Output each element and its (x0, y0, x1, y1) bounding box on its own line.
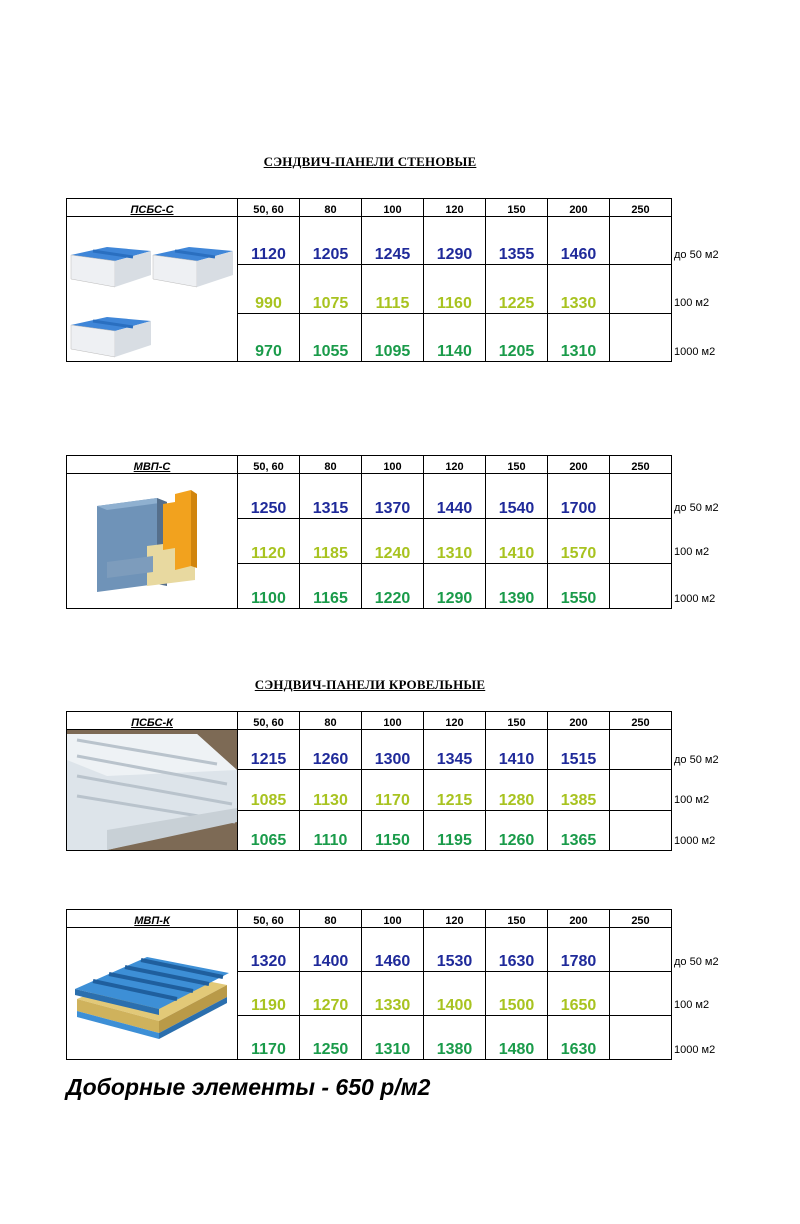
thickness-header: 50, 60 (238, 199, 300, 217)
thickness-header: 200 (548, 199, 610, 217)
price-cell: 1085 (238, 770, 300, 810)
price-cell: 1780 (548, 928, 610, 972)
price-cell (610, 730, 672, 770)
price-cell (610, 217, 672, 265)
price-cell: 1330 (362, 972, 424, 1016)
price-cell: 990 (238, 265, 300, 313)
quantity-label: до 50 м2 (674, 754, 719, 766)
price-table-psbs-k (66, 711, 672, 851)
price-cell: 1120 (238, 519, 300, 564)
thickness-header: 250 (610, 199, 672, 217)
panel-name: ПСБС-С (67, 199, 238, 217)
thickness-header: 100 (362, 199, 424, 217)
price-cell: 1195 (424, 810, 486, 850)
price-cell: 1095 (362, 313, 424, 361)
price-cell: 1220 (362, 564, 424, 609)
quantity-label: до 50 м2 (674, 956, 719, 968)
thickness-header: 250 (610, 712, 672, 730)
thickness-header: 150 (486, 910, 548, 928)
thickness-header: 150 (486, 712, 548, 730)
price-cell: 1480 (486, 1016, 548, 1060)
quantity-label: 100 м2 (674, 999, 710, 1011)
quantity-label: 100 м2 (674, 297, 710, 309)
price-cell: 1055 (300, 313, 362, 361)
price-cell: 1570 (548, 519, 610, 564)
thickness-header: 100 (362, 910, 424, 928)
price-cell: 1165 (300, 564, 362, 609)
price-cell (610, 564, 672, 609)
price-cell: 1540 (486, 474, 548, 519)
price-cell: 1515 (548, 730, 610, 770)
thickness-header: 120 (424, 456, 486, 474)
thickness-header: 100 (362, 456, 424, 474)
price-cell: 1250 (300, 1016, 362, 1060)
price-cell (610, 265, 672, 313)
price-cell: 1310 (424, 519, 486, 564)
roof-panel-mineral-wool-image (67, 928, 238, 1060)
price-cell (610, 313, 672, 361)
price-cell: 1185 (300, 519, 362, 564)
price-cell: 1410 (486, 519, 548, 564)
price-cell: 1065 (238, 810, 300, 850)
price-table-mvp-k (66, 909, 672, 1060)
price-cell: 1310 (362, 1016, 424, 1060)
panel-name: ПСБС-К (67, 712, 238, 730)
price-cell: 1390 (486, 564, 548, 609)
price-cell: 1205 (300, 217, 362, 265)
panel-name: МВП-С (67, 456, 238, 474)
price-cell: 1460 (362, 928, 424, 972)
thickness-header: 120 (424, 199, 486, 217)
price-cell (610, 928, 672, 972)
price-cell: 1150 (362, 810, 424, 850)
price-cell: 1215 (238, 730, 300, 770)
thickness-header: 200 (548, 456, 610, 474)
thickness-header: 50, 60 (238, 910, 300, 928)
price-cell: 1370 (362, 474, 424, 519)
price-cell: 1205 (486, 313, 548, 361)
price-cell: 1215 (424, 770, 486, 810)
price-cell: 1630 (486, 928, 548, 972)
price-cell: 1400 (300, 928, 362, 972)
price-cell: 1120 (238, 217, 300, 265)
price-cell: 1110 (300, 810, 362, 850)
price-cell: 1260 (300, 730, 362, 770)
price-cell: 1530 (424, 928, 486, 972)
price-cell: 1440 (424, 474, 486, 519)
wall-panel-eps-image (67, 217, 238, 362)
thickness-header: 250 (610, 910, 672, 928)
price-cell: 1225 (486, 265, 548, 313)
thickness-header: 150 (486, 199, 548, 217)
additional-elements-note: Доборные элементы - 650 р/м2 (66, 1074, 431, 1100)
price-cell: 1240 (362, 519, 424, 564)
price-cell: 1310 (548, 313, 610, 361)
price-cell (610, 474, 672, 519)
price-table-psbs-s (66, 198, 672, 362)
thickness-header: 200 (548, 910, 610, 928)
quantity-label: 100 м2 (674, 794, 710, 806)
price-cell: 1400 (424, 972, 486, 1016)
price-cell: 1385 (548, 770, 610, 810)
price-cell: 1280 (486, 770, 548, 810)
section-title-roof: СЭНДВИЧ-ПАНЕЛИ КРОВЕЛЬНЫЕ (254, 677, 486, 692)
quantity-label: 1000 м2 (674, 1044, 716, 1056)
price-table-mvp-s (66, 455, 672, 609)
price-cell: 1365 (548, 810, 610, 850)
thickness-header: 200 (548, 712, 610, 730)
thickness-header: 80 (300, 456, 362, 474)
price-cell: 1100 (238, 564, 300, 609)
price-cell: 1355 (486, 217, 548, 265)
quantity-label: 1000 м2 (674, 835, 716, 847)
price-cell: 1190 (238, 972, 300, 1016)
price-cell: 1380 (424, 1016, 486, 1060)
price-cell: 1410 (486, 730, 548, 770)
thickness-header: 80 (300, 910, 362, 928)
price-cell: 1320 (238, 928, 300, 972)
price-cell: 1500 (486, 972, 548, 1016)
price-cell: 1270 (300, 972, 362, 1016)
section-title-wall: СЭНДВИЧ-ПАНЕЛИ СТЕНОВЫЕ (263, 154, 477, 169)
price-cell: 1075 (300, 265, 362, 313)
roof-panel-eps-image (67, 730, 238, 851)
price-cell: 1460 (548, 217, 610, 265)
price-cell: 1130 (300, 770, 362, 810)
price-cell: 1345 (424, 730, 486, 770)
quantity-label: 1000 м2 (674, 346, 716, 358)
price-cell: 1300 (362, 730, 424, 770)
quantity-label: 100 м2 (674, 546, 710, 558)
thickness-header: 50, 60 (238, 456, 300, 474)
price-cell: 1115 (362, 265, 424, 313)
price-cell: 1170 (238, 1016, 300, 1060)
price-cell (610, 972, 672, 1016)
price-cell: 1290 (424, 564, 486, 609)
thickness-header: 250 (610, 456, 672, 474)
thickness-header: 100 (362, 712, 424, 730)
thickness-header: 80 (300, 712, 362, 730)
price-cell (610, 770, 672, 810)
price-cell: 1160 (424, 265, 486, 313)
quantity-label: до 50 м2 (674, 249, 719, 261)
price-cell: 1650 (548, 972, 610, 1016)
price-cell: 1315 (300, 474, 362, 519)
price-cell: 1170 (362, 770, 424, 810)
quantity-label: до 50 м2 (674, 502, 719, 514)
thickness-header: 50, 60 (238, 712, 300, 730)
panel-name: МВП-К (67, 910, 238, 928)
price-cell: 1250 (238, 474, 300, 519)
thickness-header: 120 (424, 910, 486, 928)
thickness-header: 150 (486, 456, 548, 474)
price-cell: 1245 (362, 217, 424, 265)
price-cell: 970 (238, 313, 300, 361)
price-cell: 1630 (548, 1016, 610, 1060)
price-cell: 1330 (548, 265, 610, 313)
price-cell (610, 810, 672, 850)
price-cell (610, 1016, 672, 1060)
price-cell (610, 519, 672, 564)
price-cell: 1700 (548, 474, 610, 519)
price-cell: 1550 (548, 564, 610, 609)
wall-panel-mineral-wool-image (67, 474, 238, 609)
quantity-label: 1000 м2 (674, 593, 716, 605)
price-cell: 1290 (424, 217, 486, 265)
price-cell: 1140 (424, 313, 486, 361)
thickness-header: 80 (300, 199, 362, 217)
thickness-header: 120 (424, 712, 486, 730)
price-cell: 1260 (486, 810, 548, 850)
